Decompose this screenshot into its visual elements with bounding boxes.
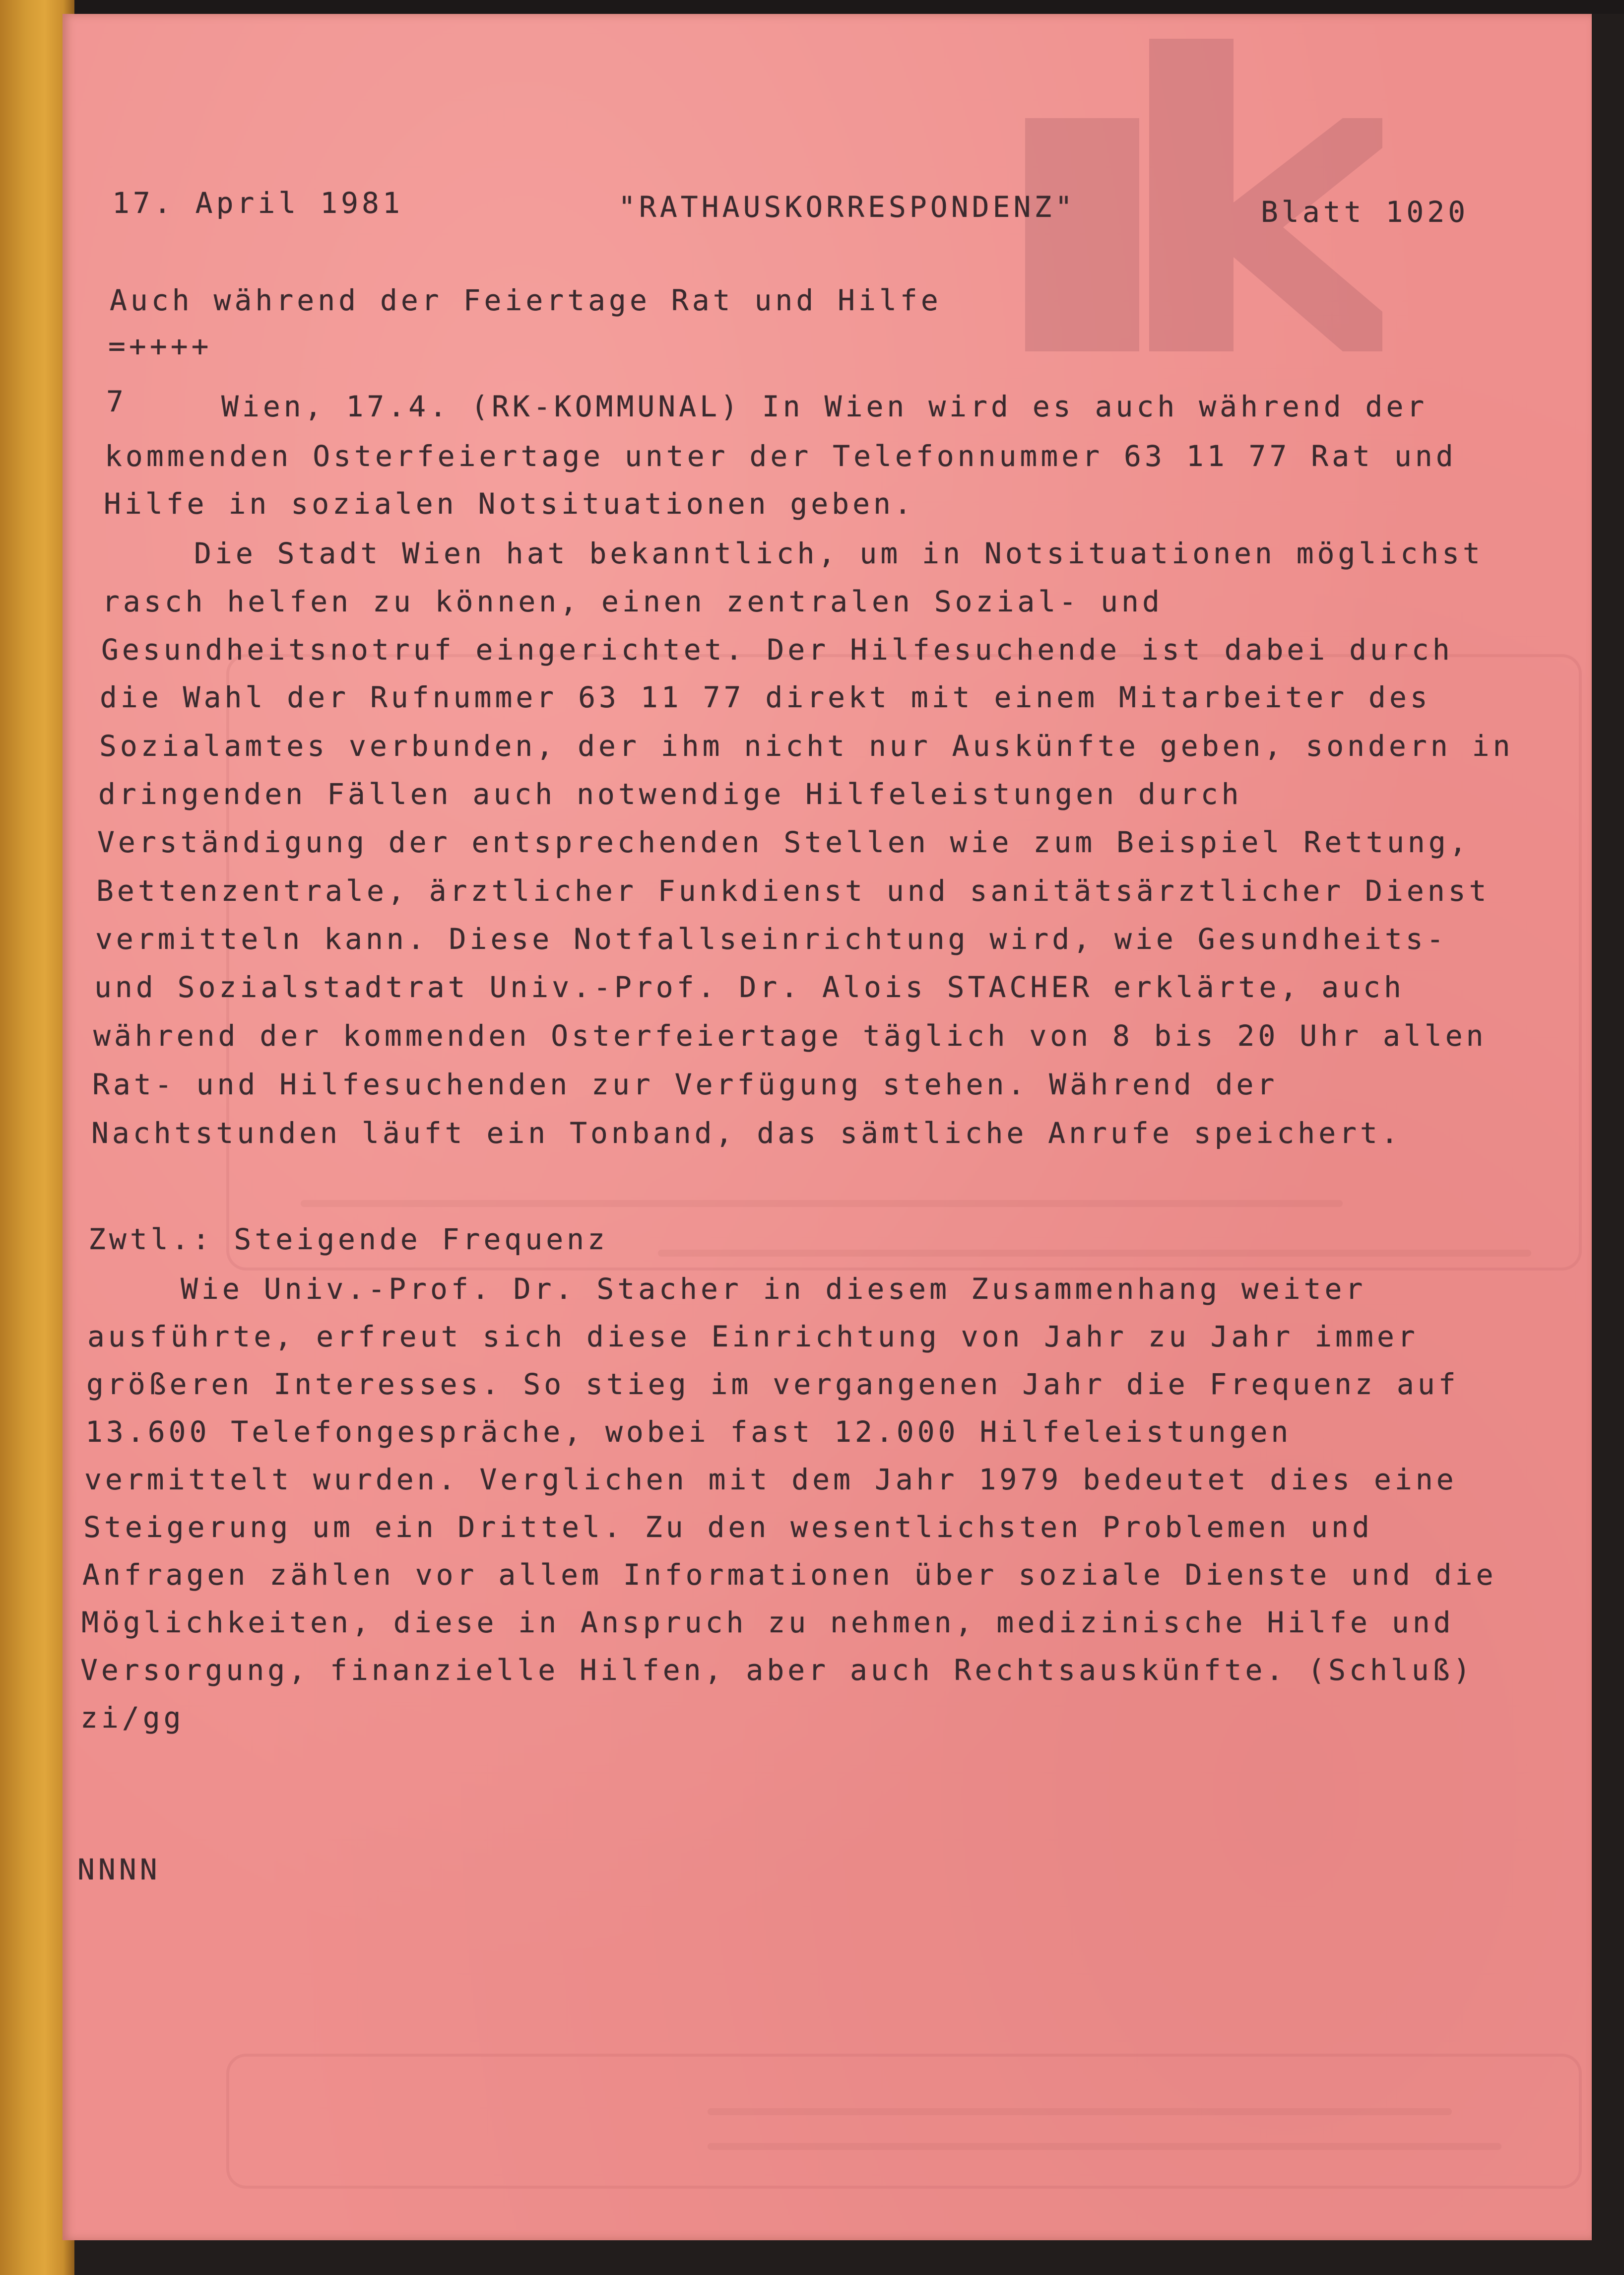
paragraph-line: Möglichkeiten, diese in Anspruch zu nehmen, medizinische Hilfe und [81, 1606, 1454, 1639]
document-page [63, 14, 1592, 2240]
article-number: 7 [106, 385, 127, 418]
end-mark: NNNN [77, 1853, 161, 1886]
paragraph-line: Verständigung der entsprechenden Stellen wie zum Beispiel Rettung, [97, 825, 1470, 859]
header-sheet-number: Blatt 1020 [1261, 195, 1469, 229]
showthrough-line [708, 2143, 1501, 2150]
paragraph-line: und Sozialstadtrat Univ.-Prof. Dr. Alois STACHER erklärte, auch [94, 970, 1405, 1004]
paragraph-line: kommenden Osterfeiertage unter der Telefonnummer 63 11 77 Rat und [105, 439, 1457, 473]
paragraph-line: dringenden Fällen auch notwendige Hilfeleistungen durch [98, 777, 1242, 811]
paragraph-line: Wien, 17.4. (RK-KOMMUNAL) In Wien wird es auch während der [221, 390, 1428, 423]
paragraph-line: Nachtstunden läuft ein Tonband, das sämtliche Anrufe speichert. [91, 1116, 1402, 1150]
paragraph-line: die Wahl der Rufnummer 63 11 77 direkt mit einem Mitarbeiter des [100, 680, 1431, 714]
paragraph-line: 13.600 Telefongespräche, wobei fast 12.000 Hilfeleistungen [85, 1415, 1292, 1449]
letterhead-logo-showthrough [1025, 34, 1382, 351]
paragraph-line: ausführte, erfreut sich diese Einrichtung von Jahr zu Jahr immer [87, 1320, 1419, 1353]
headline-underline: =++++ [108, 329, 212, 363]
paragraph-line: Anfragen zählen vor allem Informationen über soziale Dienste und die [82, 1558, 1497, 1592]
paragraph-line: während der kommenden Osterfeiertage täglich von 8 bis 20 Uhr allen [93, 1019, 1487, 1053]
paragraph-line: Versorgung, finanzielle Hilfen, aber auch Rechtsauskünfte. (Schluß) [80, 1653, 1474, 1687]
paragraph-line: Gesundheitsnotruf eingerichtet. Der Hilfesuchende ist dabei durch [101, 633, 1453, 667]
paragraph-line: vermitteln kann. Diese Notfallseinrichtung wird, wie Gesundheits- [95, 922, 1447, 956]
paragraph-line: größeren Interesses. So stieg im vergangenen Jahr die Frequenz auf [86, 1367, 1459, 1401]
showthrough-line [708, 2108, 1452, 2115]
paragraph-line: Bettenzentrale, ärztlicher Funkdienst und sanitätsärztlicher Dienst [96, 874, 1490, 908]
article-subheading: Zwtl.: Steigende Frequenz [88, 1222, 608, 1256]
paragraph-line: Die Stadt Wien hat bekanntlich, um in Notsituationen möglichst [194, 536, 1484, 570]
paragraph-line: Rat- und Hilfesuchenden zur Verfügung stehen. Während der [92, 1068, 1278, 1101]
paragraph-line: Steigerung um ein Drittel. Zu den wesentlichsten Problemen und [83, 1510, 1373, 1544]
showthrough-line [301, 1200, 1343, 1207]
page-top-edge [74, 0, 1624, 14]
author-initials: zi/gg [80, 1701, 185, 1735]
showthrough-line [658, 1250, 1531, 1257]
showthrough-frame [226, 2054, 1582, 2189]
header-date: 17. April 1981 [112, 186, 403, 220]
header-publication: "RATHAUSKORRESPONDENZ" [618, 190, 1076, 224]
paragraph-line: vermittelt wurden. Verglichen mit dem Jahr 1979 bedeutet dies eine [84, 1463, 1457, 1496]
paragraph-line: rasch helfen zu können, einen zentralen Sozial- und [102, 585, 1163, 618]
paragraph-line: Hilfe in sozialen Notsituationen geben. [104, 487, 915, 521]
paragraph-line: Sozialamtes verbunden, der ihm nicht nur Auskünfte geben, sondern in [99, 729, 1514, 763]
paragraph-line: Wie Univ.-Prof. Dr. Stacher in diesem Zusammenhang weiter [181, 1272, 1366, 1306]
article-headline: Auch während der Feiertage Rat und Hilfe [110, 283, 942, 317]
